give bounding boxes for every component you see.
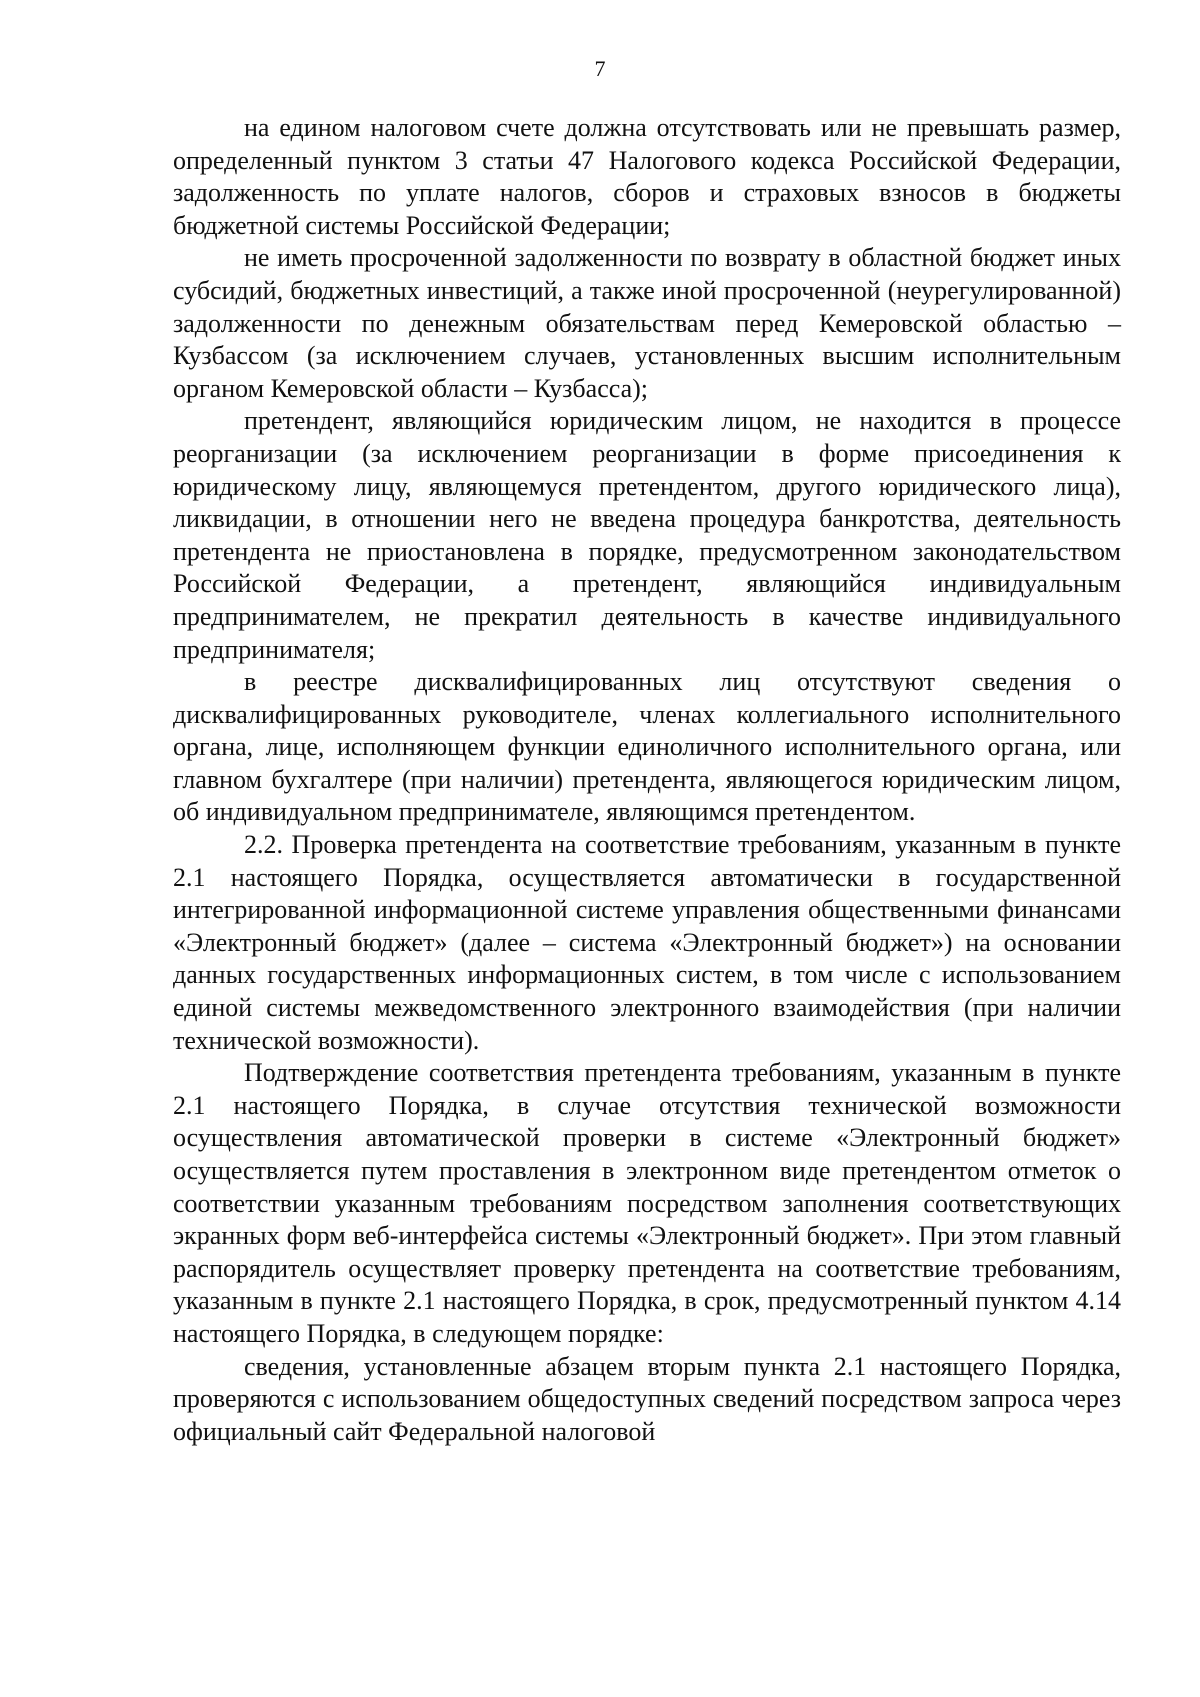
paragraph-confirmation: Подтверждение соответствия претендента требованиям, указанным в пункте 2.1 настоящего Порядка, в случае отсутствия технической возможности осуществления автоматической проверки в системе «Электронный бюджет» осуществляется путем проставления в электронном виде претендентом отметок о соответствии указанным требованиям посредством заполнения соответствующих экранных форм веб-интерфейса системы «Электронный бюджет». При этом главный распорядитель осуществляет проверку претендента на соответствие требованиям, указанным в пункте 2.1 настоящего Порядка, в срок, предусмотренный пунктом 4.14 настоящего Порядка, в следующем порядке: bbox=[173, 1058, 1121, 1348]
paragraph-disqualified-registry: в реестре дисквалифицированных лиц отсутствуют сведения о дисквалифицированных руководителе, членах коллегиального исполнительного органа, лице, исполняющем функции единоличного исполнительного органа, или главном бухгалтере (при наличии) претендента, являющегося юридическим лицом, об индивидуальном предпринимателе, являющимся претендентом. bbox=[173, 667, 1121, 827]
paragraph-tax-debt: на едином налоговом счете должна отсутствовать или не превышать размер, определенный пунктом 3 статьи 47 Налогового кодекса Российской Федерации, задолженность по уплате налогов, сборов и страховых взносов в бюджеты бюджетной системы Российской Федерации; bbox=[173, 113, 1121, 240]
document-body bbox=[173, 112, 1121, 1448]
paragraph-information-check: сведения, установленные абзацем вторым пункта 2.1 настоящего Порядка, проверяются с использованием общедоступных сведений посредством запроса через официальный сайт Федеральной налоговой bbox=[173, 1351, 1121, 1446]
page-number: 7 bbox=[594, 56, 606, 81]
paragraph-section-2-2: 2.2. Проверка претендента на соответствие требованиям, указанным в пункте 2.1 настоящего Порядка, осуществляется автоматически в государственной интегрированной информационной системе управления общественными финансами «Электронный бюджет» (далее – система «Электронный бюджет») на основании данных государственных информационных систем, в том числе с использованием единой системы межведомственного электронного взаимодействия (при наличии технической возможности). bbox=[173, 830, 1121, 1055]
paragraph-overdue-debt: не иметь просроченной задолженности по возврату в областной бюджет иных субсидий, бюджетных инвестиций, а также иной просроченной (неурегулированной) задолженности по денежным обязательствам перед Кемеровской областью – Кузбассом (за исключением случаев, установленных высшим исполнительным органом Кемеровской области – Кузбасса); bbox=[173, 243, 1121, 403]
paragraph-reorganization: претендент, являющийся юридическим лицом, не находится в процессе реорганизации (за исключением реорганизации в форме присоединения к юридическому лицу, являющемуся претендентом, другого юридического лица), ликвидации, в отношении него не введена процедура банкротства, деятельность претендента не приостановлена в порядке, предусмотренном законодательством Российской Федерации, а претендент, являющийся индивидуальным предпринимателем, не прекратил деятельность в качестве индивидуального предпринимателя; bbox=[173, 406, 1121, 664]
